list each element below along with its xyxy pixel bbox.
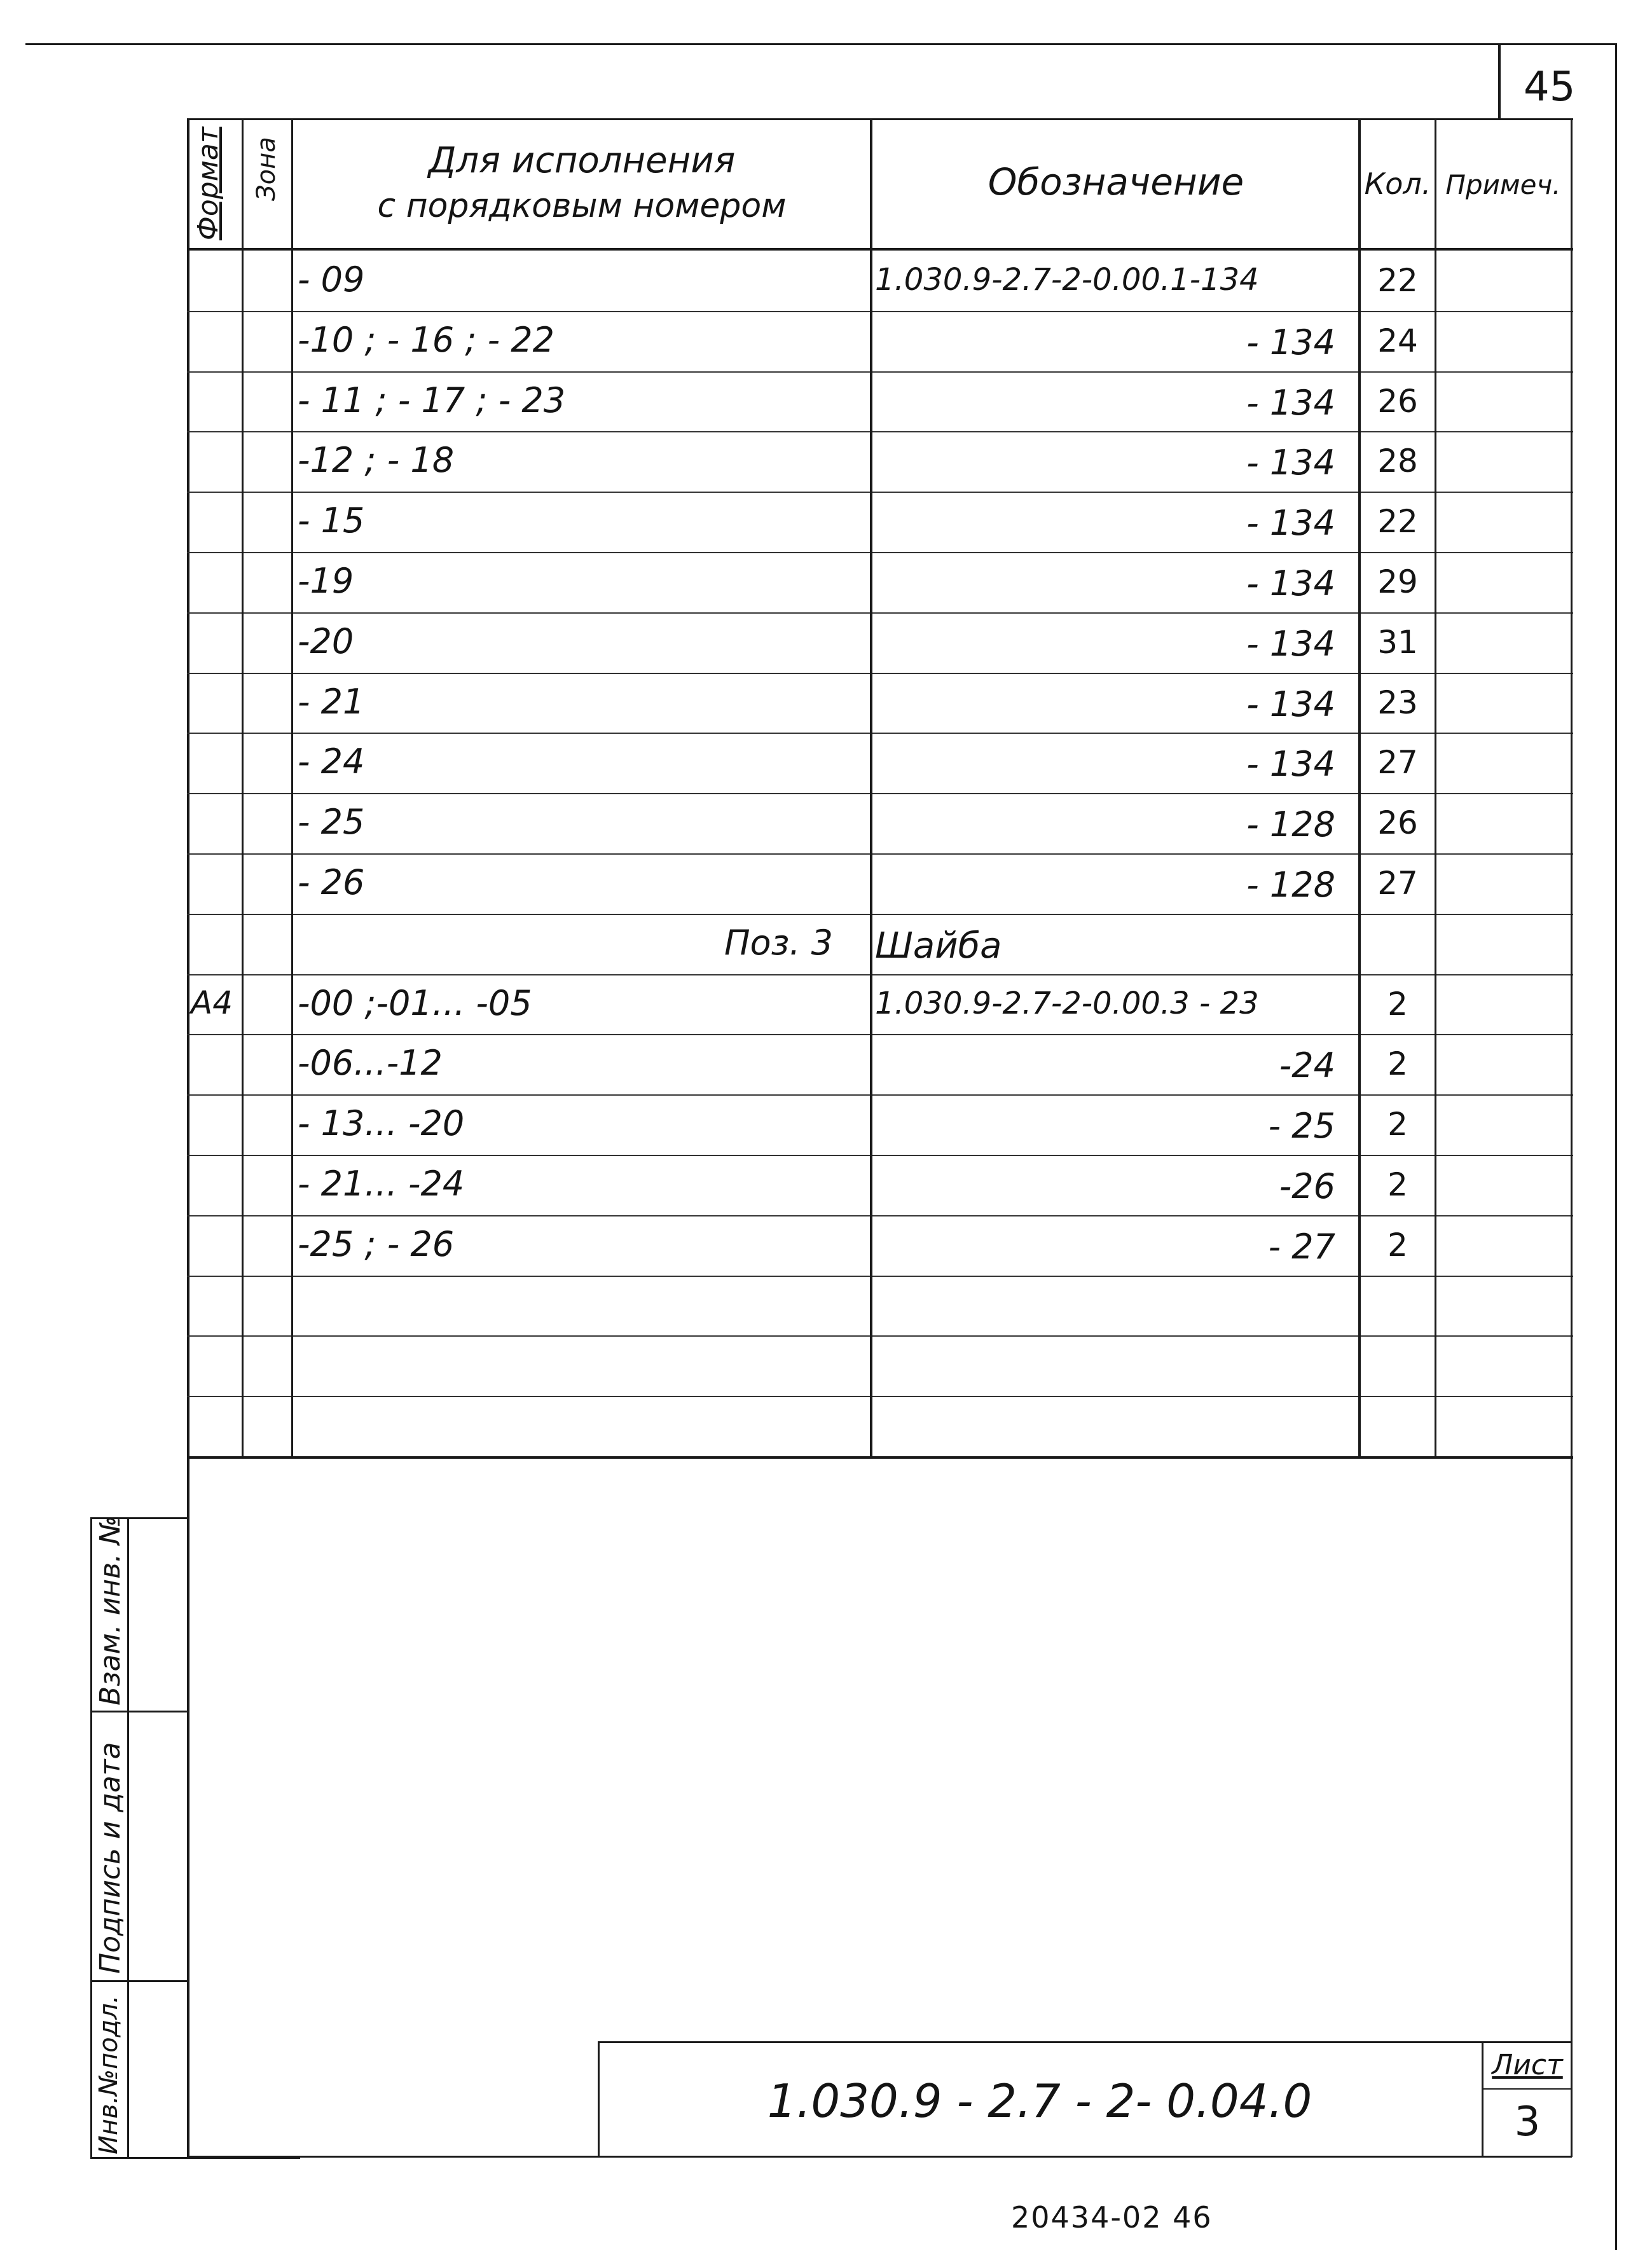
table-row-line [187,371,1573,373]
row-variant: -25 ; - 26 [298,1224,455,1264]
table-row-line [187,1034,1573,1035]
row-designation: - 134 [1246,383,1335,423]
header-designation: Обозначение [988,160,1244,203]
side-label-replaced-inv: Взам. инв. № [94,1515,127,1705]
row-format: А4 [191,984,233,1021]
row-designation: -24 [1279,1045,1335,1085]
table-row-line [187,1276,1573,1277]
title-block-sheet-divider [1482,2088,1572,2090]
row-designation: - 134 [1246,624,1335,664]
row-variant: - 26 [298,862,365,902]
col-line-designation [870,118,872,1456]
row-designation: - 27 [1268,1227,1335,1267]
side-label-inv-original: Инв.№подл. [94,1995,123,2154]
side-label-signature-date: Подпись и дата [94,1742,127,1974]
row-variant: - 11 ; - 17 ; - 23 [298,380,566,420]
row-variant: - 13... -20 [298,1103,465,1143]
table-row-line [187,673,1573,674]
row-variant: - 21... -24 [298,1164,465,1204]
side-stamp-line-2 [90,1711,188,1712]
row-designation: - 134 [1246,503,1335,543]
row-variant: -12 ; - 18 [298,440,455,480]
row-qty: 23 [1377,684,1418,721]
row-variant: - 21 [298,682,365,722]
table-row-line [187,914,1573,915]
row-qty: 27 [1377,865,1418,902]
table-row-line [187,492,1573,493]
title-block-designation: 1.030.9 - 2.7 - 2- 0.04.0 [767,2074,1312,2128]
table-row-line [187,1335,1573,1337]
table-row-line [187,311,1573,312]
row-qty: 28 [1377,443,1418,479]
table-row-line [187,853,1573,855]
footer-stamp: 20434-02 46 [1011,2200,1213,2235]
table-row-line [187,1155,1573,1156]
row-qty: 22 [1377,262,1418,299]
row-variant: -06...-12 [298,1043,443,1083]
table-row-line [187,431,1573,432]
table-row-line [187,1094,1573,1096]
row-qty: 2 [1387,1227,1408,1264]
frame-right-line [1615,43,1617,2250]
table-row-line [187,1215,1573,1216]
side-stamp-mid-line [127,1517,129,2157]
title-block-sheet-number: 3 [1514,2098,1541,2146]
table-row-line [187,974,1573,975]
row-designation: Шайба [875,925,1002,967]
table-bottom-line [187,1456,1573,1459]
side-stamp-line-3 [90,1980,188,1982]
table-row-line [187,552,1573,553]
row-variant: -00 ;-01... -05 [298,983,532,1023]
row-designation: 1.030.9-2.7-2-0.00.1-134 [875,262,1259,298]
frame-top-line [25,43,1615,45]
row-qty: 27 [1377,744,1418,781]
row-designation: 1.030.9-2.7-2-0.00.3 - 23 [875,986,1259,1021]
row-designation: - 134 [1246,684,1335,724]
table-top-line [187,118,1573,120]
row-qty: 2 [1387,1106,1408,1143]
row-designation: - 134 [1246,744,1335,784]
row-qty: 26 [1377,804,1418,841]
frame-inner-left-line [187,118,189,2157]
row-qty: 24 [1377,322,1418,359]
title-block-bottom-line [187,2156,1572,2158]
row-variant: -20 [298,621,354,661]
row-designation: -26 [1279,1166,1335,1206]
row-variant: Поз. 3 [724,923,833,963]
row-designation: - 134 [1246,563,1335,603]
row-variant: - 15 [298,500,365,541]
header-format: Формат [192,127,224,240]
header-variant-line1: Для исполнения [428,140,736,181]
header-note: Примеч. [1445,169,1561,200]
col-line-zone [291,118,293,1456]
header-qty: Кол. [1364,167,1431,201]
row-designation: - 134 [1246,322,1335,362]
page-number: 45 [1524,64,1576,111]
row-qty: 26 [1377,383,1418,420]
page-number-box-left [1498,43,1501,118]
table-row-line [187,733,1573,734]
row-qty: 2 [1387,986,1408,1023]
title-block-sheet-label: Лист [1492,2049,1563,2081]
row-variant: - 09 [298,259,365,300]
title-block-left-line [598,2041,600,2157]
side-stamp-left-line [90,1517,92,2157]
row-qty: 29 [1377,563,1418,600]
row-designation: - 128 [1246,865,1335,905]
col-line-right [1571,118,1573,2157]
row-qty: 31 [1377,624,1418,661]
row-variant: -19 [298,561,354,601]
col-line-format [242,118,244,1456]
row-qty: 2 [1387,1166,1408,1203]
header-variant-line2: с порядковым номером [377,187,787,225]
row-designation: - 128 [1246,804,1335,844]
table-header-bottom-line [187,248,1573,251]
col-line-note [1435,118,1436,1456]
header-zone: Зона [252,137,281,201]
table-row-line [187,612,1573,614]
row-qty: 2 [1387,1045,1408,1082]
row-variant: - 24 [298,741,365,782]
row-designation: - 134 [1246,443,1335,483]
title-block-top-line [598,2041,1572,2043]
row-variant: - 25 [298,802,365,842]
table-row-line [187,793,1573,794]
table-row-line [187,1396,1573,1397]
row-qty: 22 [1377,503,1418,540]
row-designation: - 25 [1268,1106,1335,1146]
row-variant: -10 ; - 16 ; - 22 [298,320,554,360]
